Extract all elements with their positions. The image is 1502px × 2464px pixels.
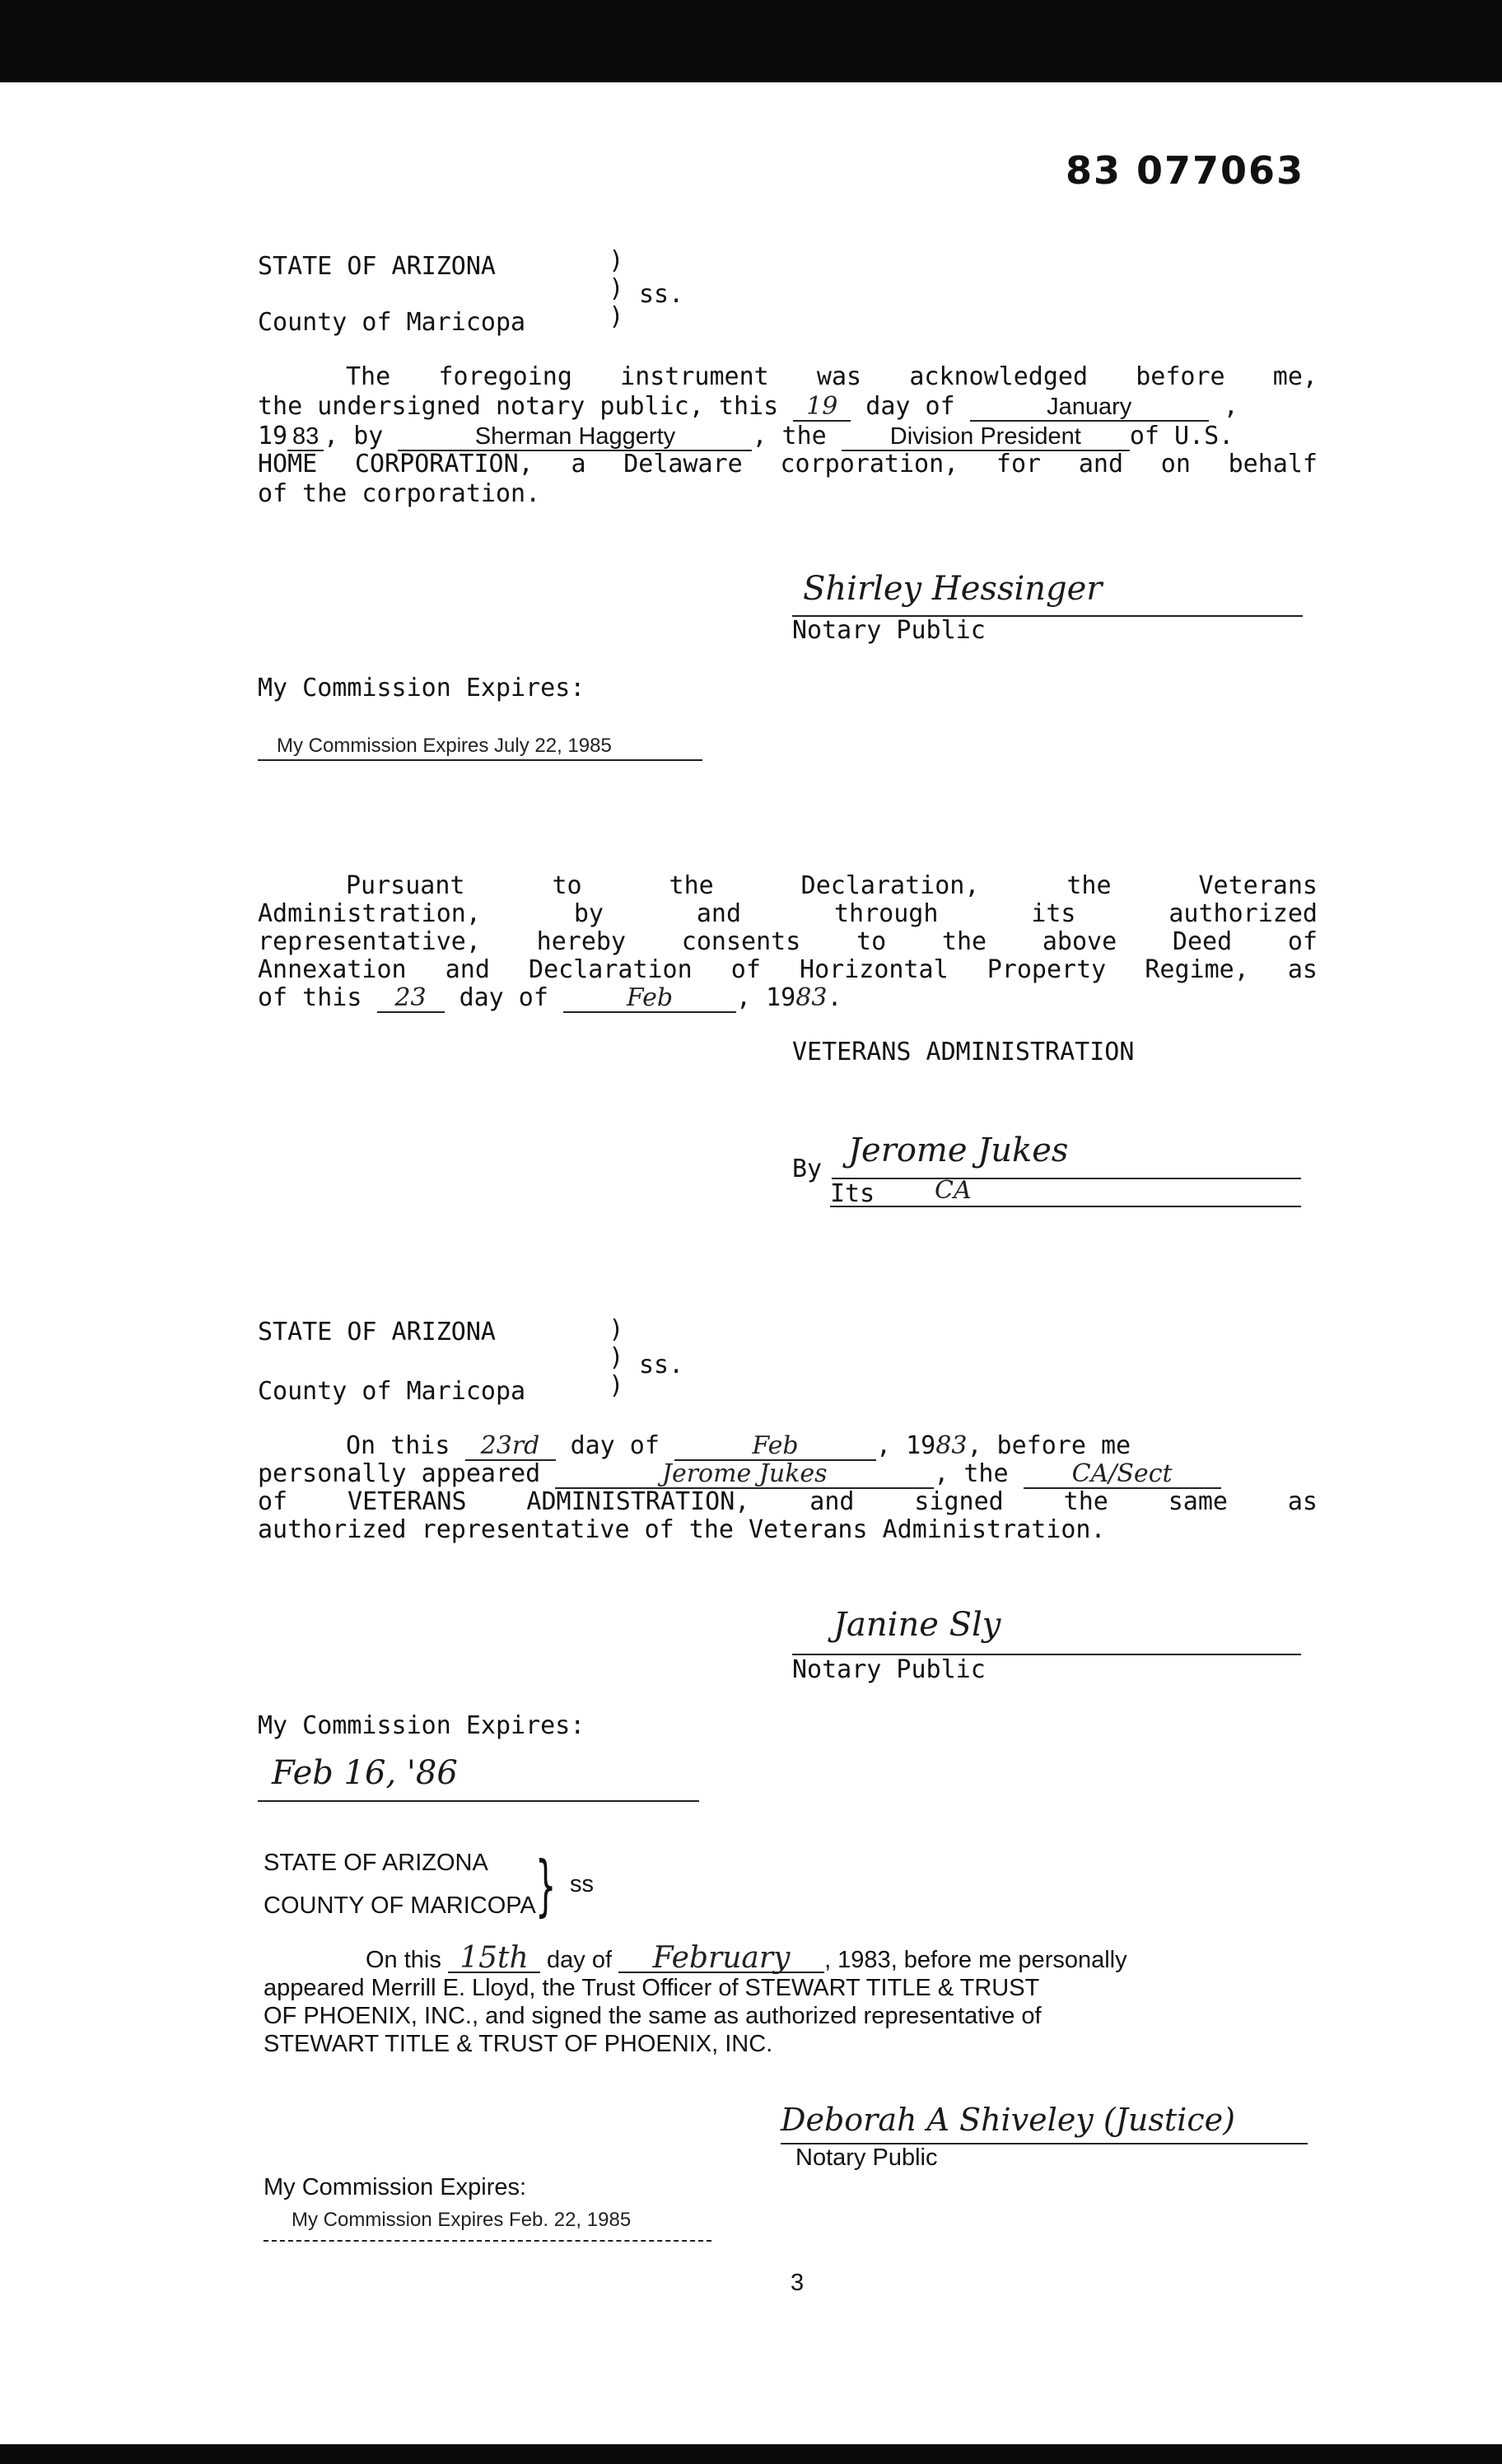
ack2-line4: authorized representative of the Veterans Administration. bbox=[258, 1515, 1106, 1544]
ack2-person-field: Jerome Jukes bbox=[555, 1461, 934, 1489]
consent-its-label: Its bbox=[830, 1179, 875, 1208]
ack1-brace: ) ) ) bbox=[611, 246, 621, 331]
ack2-year: 83 bbox=[935, 1431, 968, 1460]
ack1-month-field: January bbox=[970, 394, 1209, 422]
ack1-title-field: Division President bbox=[842, 423, 1130, 451]
consent-line4: Annexation and Declaration of Horizontal Property Regime, as bbox=[258, 955, 1318, 984]
ack3-ss: ss bbox=[570, 1871, 594, 1897]
ack3-brace: } bbox=[535, 1847, 557, 1924]
ack1-state: STATE OF ARIZONA bbox=[258, 252, 496, 281]
ack1-notary-signature: Shirley Hessinger bbox=[803, 570, 1103, 608]
ack3-day-field: 15th bbox=[448, 1945, 540, 1973]
consent-its-line bbox=[830, 1206, 1301, 1207]
page-number: 3 bbox=[791, 2270, 805, 2296]
ack3-county: COUNTY OF MARICOPA bbox=[264, 1892, 536, 1919]
ack1-commission-stamp: My Commission Expires July 22, 1985 bbox=[277, 735, 612, 757]
ack3-month-field: February bbox=[618, 1945, 824, 1973]
ack3-state: STATE OF ARIZONA bbox=[264, 1850, 488, 1876]
ack2-line3: of VETERANS ADMINISTRATION, and signed the same as bbox=[258, 1487, 1318, 1516]
scan-top-border bbox=[0, 0, 1502, 82]
consent-by-line bbox=[832, 1178, 1301, 1179]
ack2-commission-handwritten: Feb 16, '86 bbox=[272, 1754, 458, 1792]
ack3-line1: On this 15th day of February , 1983, before me personally bbox=[366, 1941, 1127, 1975]
ack1-para-line5: of the corporation. bbox=[258, 479, 541, 508]
ack2-commission-label: My Commission Expires: bbox=[258, 1711, 585, 1740]
ack2-notary-signature: Janine Sly bbox=[833, 1606, 1001, 1644]
consent-signature: Jerome Jukes bbox=[848, 1132, 1069, 1169]
ack1-ss: ss. bbox=[639, 280, 684, 309]
consent-line3: representative, hereby consents to the above Deed of bbox=[258, 927, 1318, 956]
ack1-commission-label: My Commission Expires: bbox=[258, 674, 585, 702]
ack2-line2: personally appeared Jerome Jukes , the CA/Sect bbox=[258, 1459, 1318, 1489]
ack1-para-line4: HOME CORPORATION, a Delaware corporation, for and on behalf bbox=[258, 450, 1318, 478]
ack2-line1: On this 23rd day of Feb , 1983, before me bbox=[346, 1431, 1131, 1460]
consent-month-field: Feb bbox=[563, 985, 736, 1013]
ack1-county: County of Maricopa bbox=[258, 308, 526, 337]
ack2-title-field: CA/Sect bbox=[1024, 1461, 1221, 1489]
ack1-notary-label: Notary Public bbox=[792, 616, 986, 645]
consent-line1: Pursuant to the Declaration, the Veterans bbox=[346, 871, 1318, 900]
document-number: 83 077063 bbox=[1066, 148, 1305, 193]
ack2-county: County of Maricopa bbox=[258, 1377, 526, 1406]
ack3-commission-stamp: My Commission Expires Feb. 22, 1985 bbox=[292, 2209, 632, 2231]
ack1-para-line3: 19 83 , by Sherman Haggerty , the Division President of U.S. bbox=[258, 422, 1234, 450]
ack2-commission-line bbox=[258, 1800, 699, 1802]
ack1-para-line1: The foregoing instrument was acknowledged before me, bbox=[346, 362, 1318, 391]
consent-year: 83 bbox=[795, 983, 828, 1012]
ack1-para-line2: the undersigned notary public, this 19 day of January , bbox=[258, 392, 1238, 421]
ack2-ss: ss. bbox=[639, 1351, 684, 1379]
ack3-notary-label: Notary Public bbox=[795, 2144, 938, 2171]
ack1-year-field: 83 bbox=[287, 423, 324, 451]
ack1-day-field: 19 bbox=[793, 394, 851, 422]
ack1-commission-line bbox=[258, 759, 702, 761]
ack3-line2: appeared Merrill E. Lloyd, the Trust Officer of STEWART TITLE & TRUST bbox=[264, 1975, 1040, 2001]
ack3-commission-label: My Commission Expires: bbox=[264, 2174, 527, 2200]
consent-day-field: 23 bbox=[377, 985, 445, 1013]
ack3-commission-line bbox=[264, 2240, 711, 2242]
consent-by-label: By bbox=[792, 1155, 823, 1183]
ack2-brace: ) ) ) bbox=[611, 1315, 621, 1400]
ack3-notary-signature: Deborah A Shiveley (Justice) bbox=[781, 2102, 1235, 2138]
scan-bottom-border bbox=[0, 2444, 1502, 2464]
ack2-month-field: Feb bbox=[674, 1433, 876, 1461]
ack3-line4: STEWART TITLE & TRUST OF PHOENIX, INC. bbox=[264, 2031, 773, 2057]
ack1-person-field: Sherman Haggerty bbox=[398, 423, 752, 451]
consent-line2: Administration, by and through its authorized bbox=[258, 899, 1318, 928]
consent-line5: of this 23 day of Feb , 1983. bbox=[258, 983, 842, 1012]
consent-organization: VETERANS ADMINISTRATION bbox=[792, 1038, 1135, 1066]
ack2-notary-label: Notary Public bbox=[792, 1655, 986, 1684]
consent-its-value: CA bbox=[935, 1176, 972, 1205]
ack3-line3: OF PHOENIX, INC., and signed the same as authorized representative of bbox=[264, 2003, 1042, 2029]
ack2-state: STATE OF ARIZONA bbox=[258, 1318, 496, 1346]
ack2-day-field: 23rd bbox=[465, 1433, 556, 1461]
